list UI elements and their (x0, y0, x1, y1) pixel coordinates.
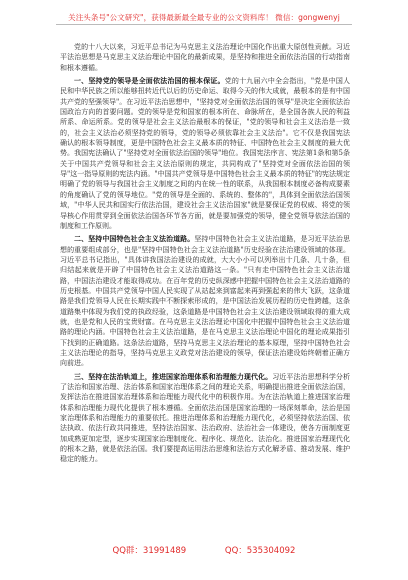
section-body: 习近平法治思想科学分析了法治和国家治理、法治体系和国家治理体系之间的理论关系，明确提出推进全面依法治国，发挥法治在推进国家治理体系和治理能力现代化中的积极作用。为在法治轨道上推进国家治理体系和治理能力现代化提供了根本遵循。全面依法治国是国家治理的一场深刻革命，法治是国家治理体系和治理能力的重要依托。推进治理体系和治理能力现代化，必须坚持依法治国、依法执政、依法行政共同推进，坚持法治国家、法治政府、法治社会一体建设，使各方面制度更加成熟更加定型，逐步实现国家治理制度化、程序化、规范化、法治化。推进国家治理现代化的根本之路，就是依法治国。我们要提高运用法治思维和法治方式化解矛盾、推动发展、维护稳定的能力。 (60, 372, 350, 464)
section-heading: 二、坚持中国特色社会主义法治道路。 (74, 234, 195, 244)
header-divider (56, 24, 352, 25)
section-heading: 一、坚持党的领导是全面依法治国的根本保证。 (74, 76, 225, 86)
footer-contacts (0, 544, 408, 556)
section-body: 党的十九届六中全会指出，"党是中国人民和中华民族之所以能够扭转近代以后的历史命运、取得今天的伟大成就，最根本的是有中国共产党的坚强领导"。在习近平法治思想中，"坚持党对全面依法治国的领导"是决定全面依法治国政治方向的首要问题。党的领导是党和国家的根本所在、命脉所在，是全国各族人民的利益所系、命运所系。党的领导是社会主义法治最根本的保证，"党的领导和社会主义法治是一致的，社会主义法治必须坚持党的领导，党的领导必须依靠社会主义法治"。它不仅是我国宪法确认的根本领导制度，更是中国特色社会主义最本质的特征、中国特色社会主义制度的最大优势。我国宪法确认了"坚持党对全面依法治国的领导"地位。我国宪法序言、宪法第1条和第5条关于中国共产党领导和社会主义法治原则的规定，共同构成了"坚持党对全面依法治国的领导"这一指导原则的宪法内涵。"中国共产党领导是中国特色社会主义最本质的特征"的宪法规定明确了党的领导与我国社会主义制度之间的内在统一性的联系，从我国根本制度必备构成要素的角度确认了党的领导地位。"党的领导是全面的、系统的、整体的"，具体到全面依法治国领域，"中华人民共和国实行依法治国，建设社会主义法治国家"就是要保证党的权威、将党的领导核心作用贯穿到全面依法治国各环节各方面，就是要加强党的领导，健全党领导依法治国的制度和工作原则。 (60, 77, 350, 230)
section-3 (60, 372, 350, 465)
section-heading: 三、坚持在法治轨道上，推进国家治理体系和治理能力现代化。 (74, 371, 273, 381)
footer-qq-group: QQ群：31991489 (112, 546, 187, 556)
header-banner: 关注头条号"公文研究"，获得最新最全最专业的公文资料库！ 微信：gongwenyj (68, 13, 340, 22)
document-body (60, 42, 350, 522)
section-body: 坚持中国特色社会主义法治道路，是习近平法治思想的重要组成部分，也是"坚持中国特色社会主义法治道路"历史经验在法治建设领域的体现。习近平总书记指出，"具体讲我国法治建设的成就，大大小小可以列举出十几条、几十条，但归结起来就是开辟了中国特色社会主义法治道路这一条。"只有走中国特色社会主义法治道路，中国法治建设才能取得成功。在百年党的历史纵深感中把握中国特色社会主义法治道路的历史根基。中国共产党领导中国人民实现了从站起来到富起来再到强起来的伟大飞跃，这条道路是我们党领导人民在长期实践中不断探索形成的，是中国法治发展历程的历史性跨越，这条道路集中体现为我们党的执政经验，这条道路是中国特色社会主义法治建设领域取得的重大成就，也是党和人民的宝贵财富。在马克思主义法治理论中国化中把握中国特色社会主义法治道路的理论内涵。中国特色社会主义法治道路，是在马克思主义法治理论中国化的理论成果指引下找到的正确道路。这条法治道路，坚持马克思主义法治理论的基本原理，坚持中国特色社会主义法治理论的指导，坚持马克思主义政党对法治建设的领导，保证法治建设始终朝着正确方向前进。 (60, 235, 350, 368)
footer-qq: QQ：535304092 (224, 546, 296, 556)
section-1 (60, 76, 350, 231)
intro-paragraph: 党的十八大以来，习近平总书记为马克思主义法治理论中国化作出重大原创性贡献。习近平法治思想是马克思主义法治理论中国化的最新成果，是坚持和推进全面依法治国的行动指南和根本遵循。 (60, 43, 350, 72)
section-2 (60, 234, 350, 368)
